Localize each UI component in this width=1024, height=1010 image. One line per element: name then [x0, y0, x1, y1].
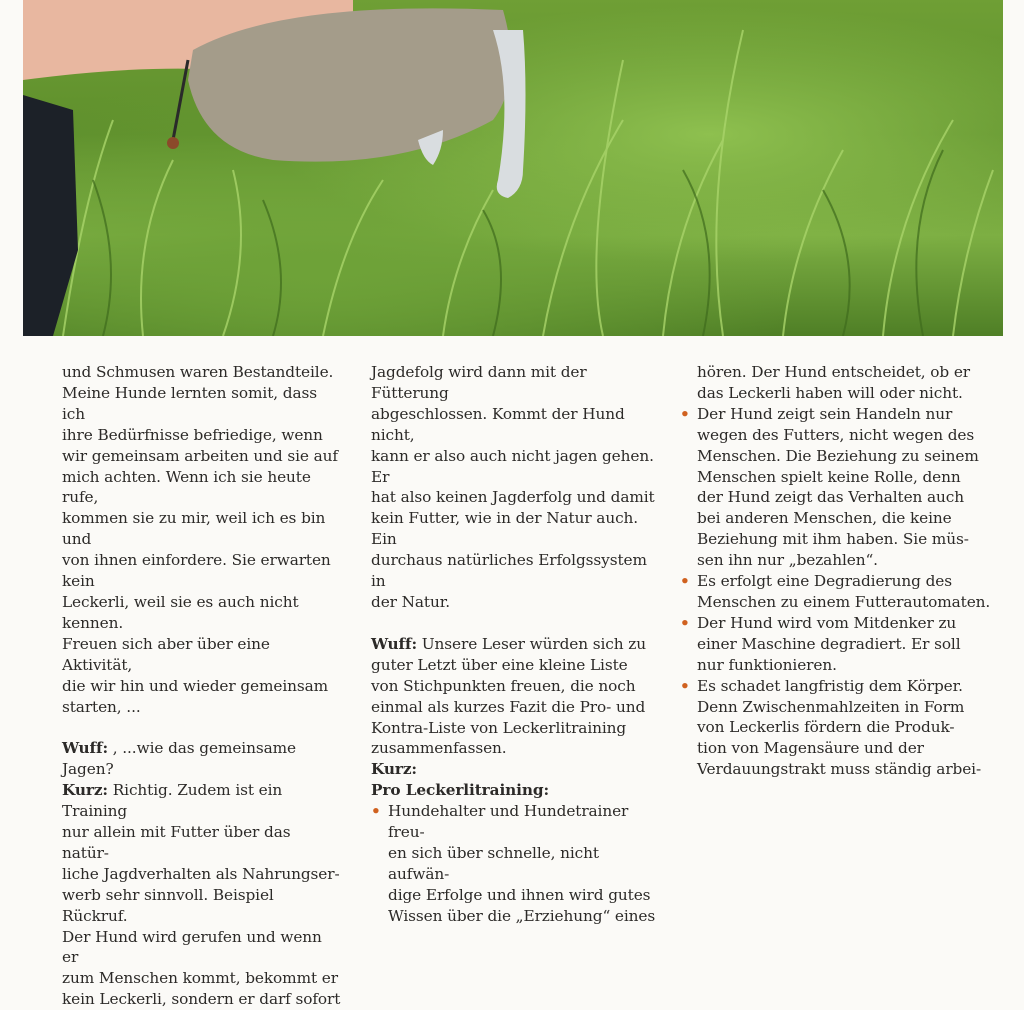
- bullet-line: Verdauungstrakt muss ständig arbei-: [697, 760, 982, 779]
- bullet-line: bei anderen Menschen, die keine: [697, 509, 952, 528]
- body-line: starten, ...: [62, 697, 141, 716]
- pro-heading: [371, 780, 661, 801]
- article-column-3: [680, 362, 997, 780]
- body-line: Kontra-Liste von Leckerlitraining: [371, 718, 627, 737]
- body-line: guter Letzt über eine kleine Liste: [371, 655, 628, 674]
- bullet-dot: •: [680, 676, 690, 695]
- bullet-line: Es schadet langfristig dem Körper.: [697, 676, 963, 695]
- question-text: , ...wie das gemeinsame Jagen?: [62, 739, 296, 779]
- body-line: zum Menschen kommt, bekommt er: [62, 969, 338, 988]
- bullet-line: Menschen spielt keine Rolle, denn: [697, 467, 961, 486]
- body-line: das Leckerli haben will oder nicht.: [697, 383, 963, 402]
- pro-bullet: [371, 801, 661, 926]
- bullet-line: Beziehung mit ihm haben. Sie müs-: [697, 530, 969, 549]
- bullet-line: Denn Zwischenmahlzeiten in Form: [697, 697, 965, 716]
- body-line: durchaus natürliches Erfolgssystem in: [371, 551, 647, 591]
- body-line: kein Futter, wie in der Natur auch. Ein: [371, 509, 639, 549]
- body-line: Freuen sich aber über eine Aktivität,: [62, 634, 270, 674]
- bullet-line: Menschen. Die Beziehung zu seinem: [697, 446, 979, 465]
- pro-heading-text: Pro Leckerlitraining:: [371, 781, 550, 800]
- body-line: liche Jagdverhalten als Nahrungser-: [62, 864, 340, 883]
- interviewer-label: Wuff:: [62, 739, 108, 758]
- body-line: kein Leckerli, sondern er darf sofort: [62, 990, 341, 1009]
- body-line: abgeschlossen. Kommt der Hund nicht,: [371, 404, 625, 444]
- body-line: einmal als kurzes Fazit die Pro- und: [371, 697, 646, 716]
- bullet-line: Der Hund wird vom Mitdenker zu: [697, 613, 957, 632]
- article-column-1: [62, 362, 342, 1010]
- bullet-line: von Leckerlis fördern die Produk-: [697, 718, 955, 737]
- body-line: Jagdefolg wird dann mit der Fütterung: [371, 363, 587, 402]
- body-line: und Schmusen waren Bestandteile.: [62, 363, 334, 381]
- bullet-dot: •: [680, 404, 690, 423]
- body-line: nur allein mit Futter über das natür-: [62, 823, 291, 862]
- body-line: ihre Bedürfnisse befriedige, wenn: [62, 425, 323, 444]
- body-line: der Natur.: [371, 592, 451, 611]
- interviewee-label: Kurz:: [62, 781, 108, 800]
- question-line: [371, 634, 661, 655]
- bullet-dot: •: [680, 572, 690, 591]
- bullet-line: en sich über schnelle, nicht aufwän-: [388, 843, 599, 883]
- body-line: hat also keinen Jagderfolg und damit: [371, 488, 655, 507]
- bullet-line: wegen des Futters, nicht wegen des: [697, 425, 975, 444]
- body-line: Leckerli, weil sie es auch nicht kennen.: [62, 592, 299, 632]
- article-photo: [23, 0, 1003, 336]
- question-text: Unsere Leser würden sich zu: [417, 634, 646, 653]
- body-line: kann er also auch nicht jagen gehen. Er: [371, 446, 654, 486]
- body-line: kommen sie zu mir, weil ich es bin und: [62, 509, 326, 549]
- bullet-dot: •: [371, 802, 381, 821]
- body-line: werb sehr sinnvoll. Beispiel Rückruf.: [62, 885, 274, 925]
- question-line: [62, 738, 342, 780]
- bullet-line: Hundehalter und Hundetrainer freu-: [388, 802, 629, 842]
- bullet-line: der Hund zeigt das Verhalten auch: [697, 488, 965, 507]
- contra-bullet: [680, 676, 997, 781]
- interviewer-label: Wuff:: [371, 634, 417, 653]
- body-line: von ihnen einfordere. Sie erwarten kein: [62, 551, 331, 591]
- body-line: von Stichpunkten freuen, die noch: [371, 676, 636, 695]
- bullet-line: Wissen über die „Erziehung“ eines: [388, 906, 656, 925]
- grass-dog-illustration: [23, 0, 1003, 336]
- bullet-line: Es erfolgt eine Degradierung des: [697, 572, 952, 591]
- bullet-dot: •: [680, 613, 690, 632]
- body-line: Der Hund wird gerufen und wenn er: [62, 927, 322, 967]
- bullet-line: einer Maschine degradiert. Er soll: [697, 634, 961, 653]
- body-line: die wir hin und wieder gemeinsam: [62, 676, 329, 695]
- contra-bullet: [680, 404, 997, 571]
- body-line: wir gemeinsam arbeiten und sie auf: [62, 446, 338, 465]
- bullet-line: Menschen zu einem Futterautomaten.: [697, 592, 991, 611]
- bullet-line: sen ihn nur „bezahlen“.: [697, 551, 878, 570]
- answer-text: Richtig. Zudem ist ein Training: [62, 781, 283, 821]
- body-line: zusammenfassen.: [371, 739, 507, 758]
- bullet-line: nur funktionieren.: [697, 655, 837, 674]
- bullet-line: dige Erfolge und ihnen wird gutes: [388, 885, 651, 904]
- body-line: mich achten. Wenn ich sie heute rufe,: [62, 467, 311, 507]
- body-line: hören. Der Hund entscheidet, ob er: [697, 363, 971, 381]
- bullet-line: tion von Magensäure und der: [697, 739, 924, 758]
- article-column-2: [371, 362, 661, 927]
- contra-bullet: [680, 571, 997, 613]
- answer-line: [62, 780, 342, 822]
- body-line: Meine Hunde lernten somit, dass ich: [62, 383, 317, 423]
- bullet-line: Der Hund zeigt sein Handeln nur: [697, 404, 953, 423]
- contra-bullet: [680, 613, 997, 676]
- interviewee-label: Kurz:: [371, 760, 417, 779]
